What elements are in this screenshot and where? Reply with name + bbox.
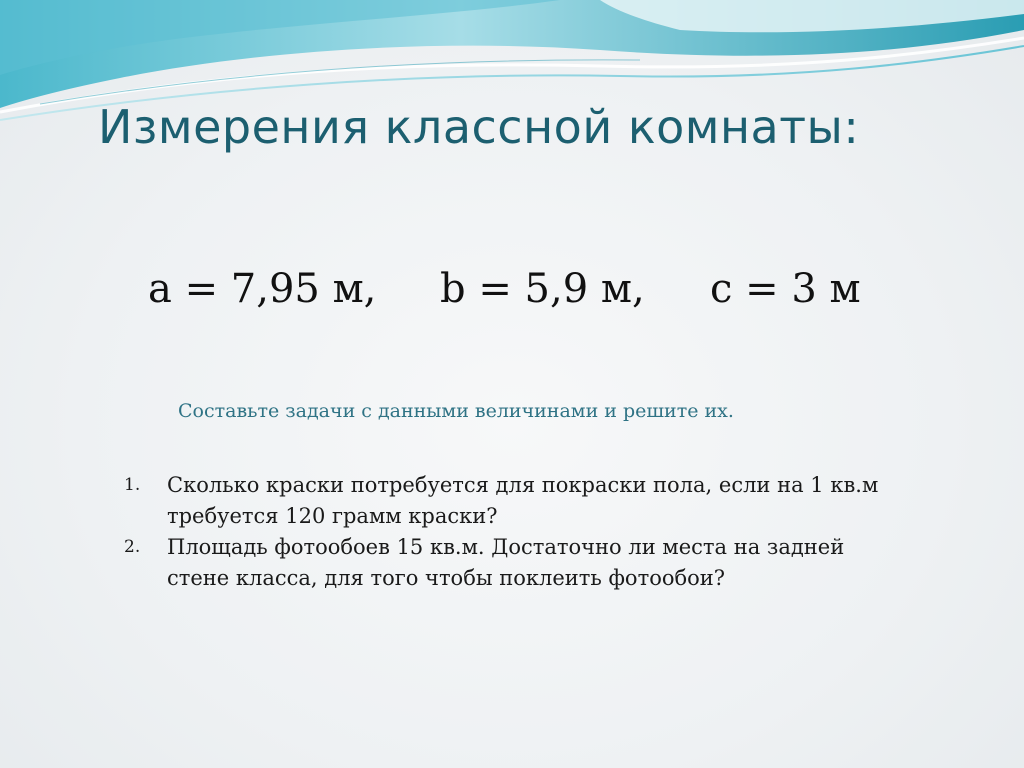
instruction-text: Составьте задачи с данными величинами и решите их.	[178, 400, 734, 422]
task-number: 2.	[124, 537, 141, 557]
slide-title: Измерения классной комнаты:	[98, 100, 860, 154]
task-text-line: стене класса, для того чтобы поклеить фотообои?	[167, 566, 726, 590]
task-list	[124, 470, 904, 594]
task-item-1	[124, 470, 904, 532]
task-text-line: требуется 120 грамм краски?	[167, 504, 498, 528]
task-number: 1.	[124, 475, 141, 495]
task-text-line: Площадь фотообоев 15 кв.м. Достаточно ли места на задней	[167, 535, 845, 559]
task-text-line: Сколько краски потребуется для покраски пола, если на 1 кв.м	[167, 473, 879, 497]
dimension-c: c = 3 м	[710, 266, 861, 312]
task-item-2	[124, 532, 904, 594]
dimensions-row	[148, 266, 968, 326]
dimension-b: b = 5,9 м,	[440, 266, 645, 312]
dimension-a: a = 7,95 м,	[148, 266, 377, 312]
